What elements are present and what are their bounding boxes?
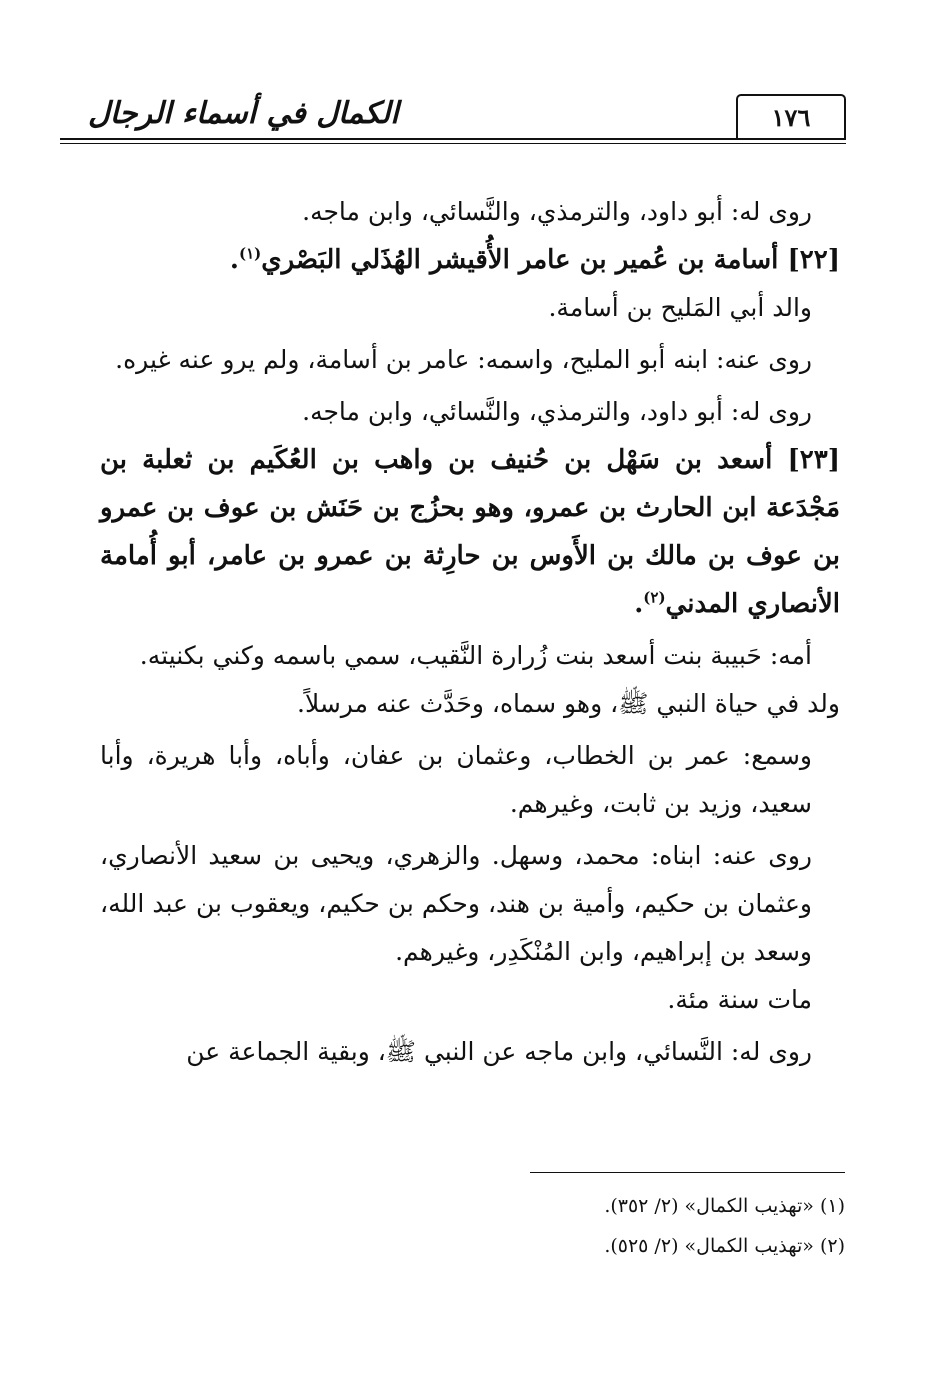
footnote-ref: (١) xyxy=(238,244,262,263)
paragraph: والد أبي المَليح بن أسامة. xyxy=(548,293,812,322)
header-rule xyxy=(60,138,846,140)
paragraph: أمه: حَبيبة بنت أسعد بنت زُرارة النَّقيب، سمي باسمه وكني بكنيته. xyxy=(139,641,812,670)
entry-number: [٢٢] xyxy=(787,245,840,275)
footnote-1: (١) «تهذيب الكمال» (٢/ ٣٥٢). xyxy=(604,1195,845,1217)
entry-heading-22 xyxy=(100,236,840,284)
footnote-2: (٢) «تهذيب الكمال» (٢/ ٥٢٥). xyxy=(604,1235,845,1257)
paragraph: روى عنه: ابنه أبو المليح، واسمه: عامر بن أسامة، ولم يرو عنه غيره. xyxy=(115,345,812,374)
paragraph: روى له: أبو داود، والترمذي، والنَّسائي، وابن ماجه. xyxy=(302,197,812,226)
paragraph: روى له: أبو داود، والترمذي، والنَّسائي، وابن ماجه. xyxy=(302,397,812,426)
entry-number: [٢٣] xyxy=(787,445,840,475)
paragraph: روى له: النَّسائي، وابن ماجه عن النبي ﷺ، وبقية الجماعة عن xyxy=(186,1037,812,1066)
footnote-ref: (٢) xyxy=(643,588,666,607)
footnote-rule xyxy=(530,1172,845,1173)
entry-name: أسامة بن عُمير بن عامر الأُقيشر الهُذَلي البَصْري xyxy=(261,245,779,275)
paragraph: روى عنه: ابناه: محمد، وسهل. والزهري، ويحيى بن سعيد الأنصاري، وعثمان بن حكيم، وأمية بن هند، وحكم بن حكيم، ويعقوب بن عبد الله، وسعد بن إبراهيم، وابن المُنْكَدِر، وغيرهم. xyxy=(100,841,812,966)
paragraph: مات سنة مئة. xyxy=(667,985,812,1014)
book-title: الكمال في أسماء الرجال xyxy=(88,96,399,131)
heading-end: . xyxy=(634,589,644,619)
heading-end: . xyxy=(229,245,239,275)
header-rule-thin xyxy=(60,143,846,144)
paragraph: ولد في حياة النبي ﷺ، وهو سماه، وحَدَّث عنه مرسلاً. xyxy=(297,689,840,718)
entry-name: أسعد بن سَهْل بن حُنيف بن واهب بن العُكَيم بن ثعلبة بن مَجْدَعة ابن الحارث بن عمرو، وهو بحزُج بن حَنَش بن عوف بن عمرو بن عوف بن مالك بن الأَوس بن حارِثة بن عمرو بن عامر، أبو أُمامة الأنصاري المدني xyxy=(100,445,840,619)
page-number: ١٧٦ xyxy=(736,94,846,138)
paragraph: وسمع: عمر بن الخطاب، وعثمان بن عفان، وأباه، وأبا هريرة، وأبا سعيد، وزيد بن ثابت، وغيرهم. xyxy=(100,741,812,818)
page-header xyxy=(60,94,846,152)
main-text xyxy=(100,188,840,1076)
footnotes xyxy=(100,1186,845,1266)
entry-heading-23 xyxy=(100,436,840,628)
